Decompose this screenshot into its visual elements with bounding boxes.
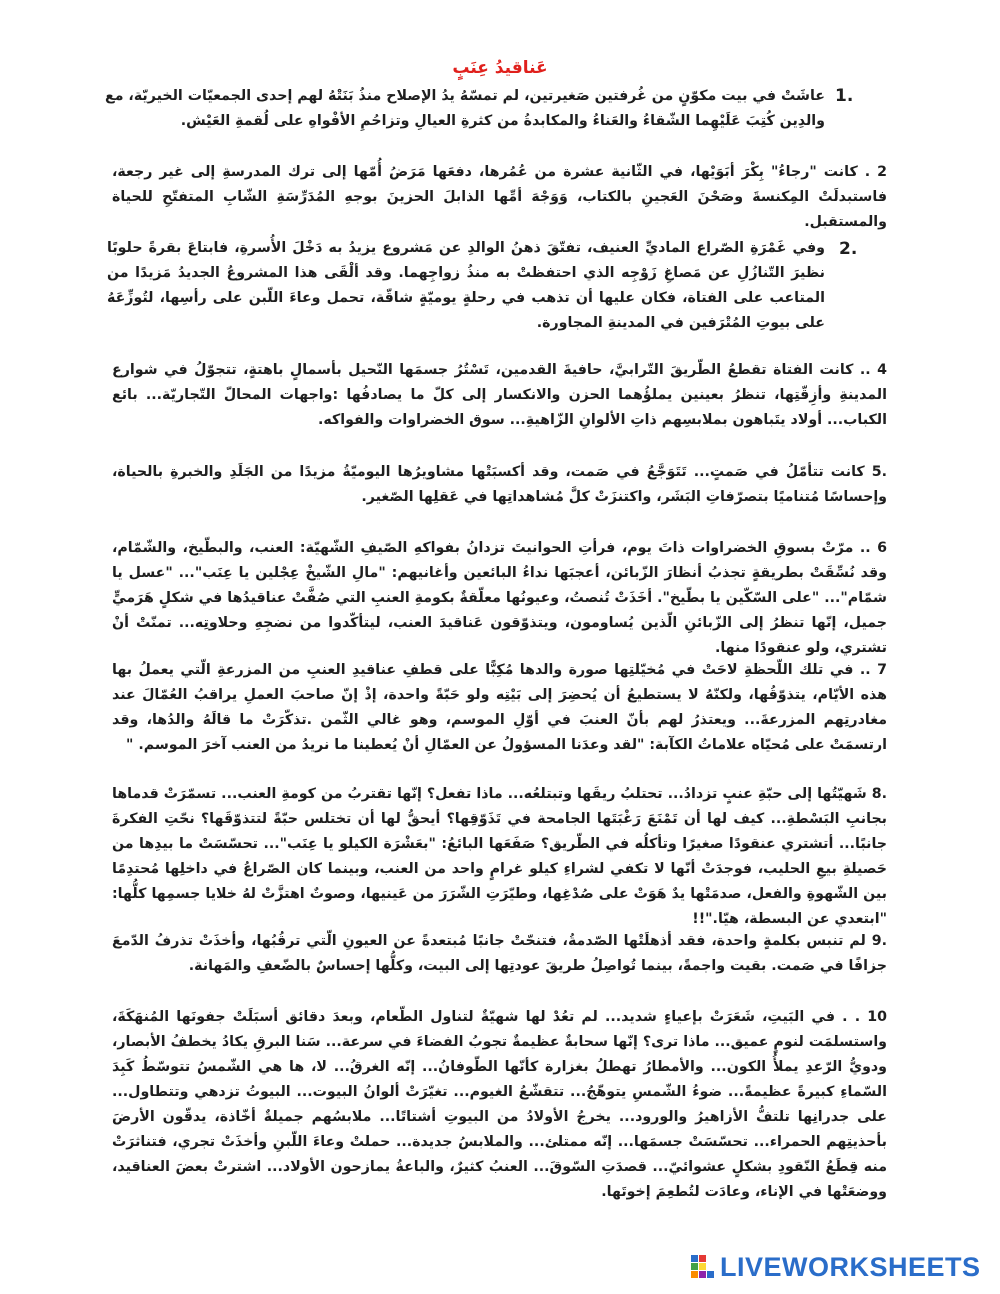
paragraph-number: 6 .. (859, 540, 887, 556)
paragraph-text: عاشَتْ في بيت مكوّنٍ من غُرفتين صَغيرتين، لم تمسّهُ يدُ الإصلاح منذُ بَنَتْهُ لهم إحدى الجمعيّات الخيريّة، مع والدِين كُتِبَ عَلَيْهِما الشّقاءُ والعَناءُ والمكابدةُ من كثرةِ العيالِ وتزاحُمِ الأفْواهِ على لُقمةِ العَيْش. (105, 88, 825, 129)
paragraph-text: مرّتْ بسوقِ الخضراوات ذاتَ يوم، فرأتِ الحوانيتَ تزدانُ بفواكهِ الصّيفِ الشّهيّة: العنب، والبطّيخ، والشّمّام، وقد نُسِّقَتْ بطريقةٍ تجذبُ أنظارَ الزّبائن، أعجبَها نداءُ البائعين وأغانيهم: "مالِ الشّيخْ عِجْلين يا عِنَب"... "عسل يا شمّام"... "على السّكّين يا بطّيخ". أخَذَتْ تُنصتُ، وعيونُها معلّقةٌ بكومةِ العنبِ التي صُفَّتْ عناقيدُها في شكلٍ هَرَميٍّ جميل، إنّها تنظرُ إلى الزّبائنِ الّذين يُساومون، ويتذوّقون عَناقيدَ العنب، ليتأكّدوا من نضجِهِ وحلاوتِه... تمنّتْ أنْ تشتري، ولو عنقودًا منها. (112, 540, 887, 656)
paragraph-number-3: 2. (839, 239, 858, 259)
paragraph-1 (105, 84, 825, 134)
paragraph-text: شَهيّتُها إلى حبّةِ عنبٍ تزدادُ... تحتلبُ ريقَها وتبتلعُه... ماذا تفعل؟ إنّها تقتربُ من كومةِ العنب... تسمّرَتْ قدماها بجانبِ البَسْطةِ... كيف لها أن تَمْنَعَ رَغْبَتَها الجامحة في تَذَوّقِها؟ أيحقُّ لها أن تختلس حبّةً لتتذوّقَها؟ نحّتِ الفكرةَ جانبًا... أتشتري عنقودًا صغيرًا وتأكلُه في الطّريق؟ صَفَعَها البائعُ: "بعَشْرَة الكيلو يا عِنَب"... تحسّسَتْ ما بيدِها من حَصيلةِ بيعِ الحليب، فوجدَتْ أنّها لا تكفي لشراءِ كيلو غرامٍ واحد من العنب، وبينما كان الصّراعُ في داخلِها مُحتدِمًا بين الشّهوةِ والفعل، صدمَتْها يدٌ هَوَتْ على صُدْغِها، وطيّرَتِ الشّرَرَ من عَينيها، وصوتٌ اهتزَّتْ لهُ خلايا جسمِها كلُّها: "ابتعدي عن البسطة، هيّا."!! (112, 786, 887, 927)
paragraph-8 (112, 782, 887, 932)
logo-text: LIVEWORKSHEETS (720, 1251, 981, 1282)
paragraph-3 (107, 236, 825, 336)
paragraph-text: في تلك اللّحظةِ لاحَتْ في مُخيّلتِها صورة والدها مُكِبًّا على قطفِ عناقيدِ العنبِ من المزرعةِ الّتي يعملُ بها هذه الأيّام، يتذوّقُها، ولكنّهُ لا يستطيعُ أن يُحضِرَ إلى بَيْتِه ولو حَبّةً واحدة، إذْ إنّ صاحبَ العملِ يراقبُ العُمّالَ عند مغادرتِهم المزرعةَ... ويعتذرُ لهم بأنّ العنبَ في أوّلِ الموسم، وهو غالي الثّمن .تذكّرَتْ ما قالَهُ والدُها، وقد ارتسمَتْ على مُحيّاه علاماتُ الكآبة: "لقد وعدَنا المسؤولُ عن العمّالِ أنْ يُعطينا ما نريدُ من العنب آخرَ الموسم. " (112, 662, 887, 753)
paragraph-9 (112, 929, 887, 979)
paragraph-5 (112, 460, 887, 510)
paragraph-number: 2 . (864, 164, 887, 180)
paragraph-number: .8 (871, 786, 887, 802)
liveworksheets-logo-icon (690, 1254, 716, 1280)
paragraph-number: 4 .. (859, 362, 887, 378)
paragraph-10 (112, 1005, 887, 1205)
paragraph-7 (112, 658, 887, 758)
paragraph-text: وفي غَمْرَةِ الصّراع الماديِّ العنيف، تفتّقَ ذهنُ الوالدِ عن مَشروع يزيدُ به دَخْلَ الأُسرةِ، فابتاعَ بقرةً حلوبًا نظيرَ التّنازُلِ عن مَصاغِ زَوْجِه الذي احتفظتْ به منذُ زواجِهما. وقد ألْقَى هذا المشروعُ الجديدُ مَزيدًا من المتاعب على الفتاة، فكان عليها أن تذهب في رحلةٍ يوميّةٍ شاقّة، تحمل وعاءَ اللّبن على رأسِها، لتُوزِّعَهُ على بيوتِ المُتْرَفين في المدينةِ المجاورة. (107, 240, 825, 331)
paragraph-text: لم تنبس بكلمةٍ واحدة، فقد أذهلَتْها الصّدمةُ، فتنحّتْ جانبًا مُبتعدةً عن العيونِ الّتي ترقُبُها، وأخذَتْ تذرفُ الدّمعَ جزافًا في صَمت. بقيت واجمةً، بينما تُواصِلُ طريقَ عودتِها إلى البيت، وكلُّها إحساسٌ بالضّعفِ والمَهانة. (112, 933, 887, 974)
paragraph-6 (112, 536, 887, 661)
paragraph-text: في البَيتِ، شَعَرَتْ بإعياءٍ شديد... لم تعُدْ لها شهيّةٌ لتناول الطّعام، وبعدَ دقائق أسبَلَتْ جفونَها المُنهَكَةَ، واستسلمَت لنومٍ عميق... ماذا ترى؟ إنّها سحابةٌ عظيمةٌ تجوبُ الفضاءَ في سرعة... سَنا البرقِ يكادُ يخطفُ الأبصار، ودويُّ الرّعدِ يملأُ الكون... والأمطارُ تهطلُ بغزارة كأنّها الطّوفانُ... إنّه الغرقُ... لا، ها هي الشّمسُ تتوسّطُ كَبِدَ السّماءِ كبيرةً عظيمةً... ضوءُ الشّمسِ يتوهّجُ... تتقشّعُ الغيوم... تغيّرَتْ ألوانُ البيوت... البيوتُ تزدهي وتتطاول... على جدرانِها تلتفُّ الأزاهيرُ والورود... يخرجُ الأولادُ من البيوتِ أشتاتًا... ملابسُهم جميلةٌ أخّاذة، يدقّون الأرضَ بأحذيتِهم الحمراء... تحسّسَتْ جسمَها... إنّه ممتلئ... والملابسُ جديدة... حملتْ وعاءَ اللّبنِ وأخذَتْ تجري، فتناثرَتْ منه قِطَعُ النّقودِ بشكلٍ عشوائيّ... قصدَتِ السّوقَ... العنبُ كثيرٌ، والباعةُ يمازحون الأولاد... اشترتْ بعضَ العناقيد، ووضعَتْها في الإناء، وعادَت لتُطعِمَ إخوتَها. (112, 1009, 887, 1200)
paragraph-number: .9 (871, 933, 887, 949)
paragraph-number: .5 (871, 464, 887, 480)
paragraph-2 (112, 160, 887, 235)
worksheet-title: عَناقيدُ عِنَبٍ (452, 58, 548, 78)
paragraph-number: 10 . . (842, 1009, 887, 1025)
paragraph-4 (112, 358, 887, 433)
paragraph-number-1: 1. (835, 86, 854, 106)
paragraph-text: كانت تتأمّلُ في صَمتٍ... تَتَوَجَّعُ في صَمت، وقد أكسبَتْها مشاويرُها اليوميّةُ مزيدًا من الجَلَدِ والخبرةِ بالحياة، وإحساسًا مُتناميًا بتصرّفاتِ البَشَر، واكتنزَتْ كلَّ مُشاهداتِها في عَقلِها الصّغير. (112, 464, 887, 505)
paragraph-number: 7 .. (859, 662, 887, 678)
paragraph-text: كانت "رجاءُ" بِكْرَ أبَوَيْها، في الثّانية عشرة من عُمُرها، دفعَها مَرَضُ أُمّها إلى ترك المدرسةِ إلى غير رجعة، فاستبدلَتْ المِكنسةَ وصَحْنَ العَجينِ بالكتاب، وَوَجْهَ أمِّها الذابلَ الحزينَ بوجهِ المُدَرِّسَةِ الشّابِ المتفتّحِ للحياة والمستقبل. (112, 164, 887, 230)
paragraph-text: كانت الفتاة تقطعُ الطّريقَ التّرابيَّ، حافيةَ القدمين، تَسْتُرُ جسمَها النّحيل بأسمالٍ باهتةٍ، تتجوّلُ في شوارع المدينةِ وأزِقّتِها، تنظرُ بعينين يملؤُهما الحزن والانكسار إلى كلّ ما يصادفُها :واجهات المحالّ التّجاريّة... بائع الكباب... أولاد يتَباهون بملابسِهم ذاتِ الألوانِ الزّاهيةِ... سوق الخضراوات والفواكه. (112, 362, 887, 428)
liveworksheets-logo (690, 1250, 990, 1284)
